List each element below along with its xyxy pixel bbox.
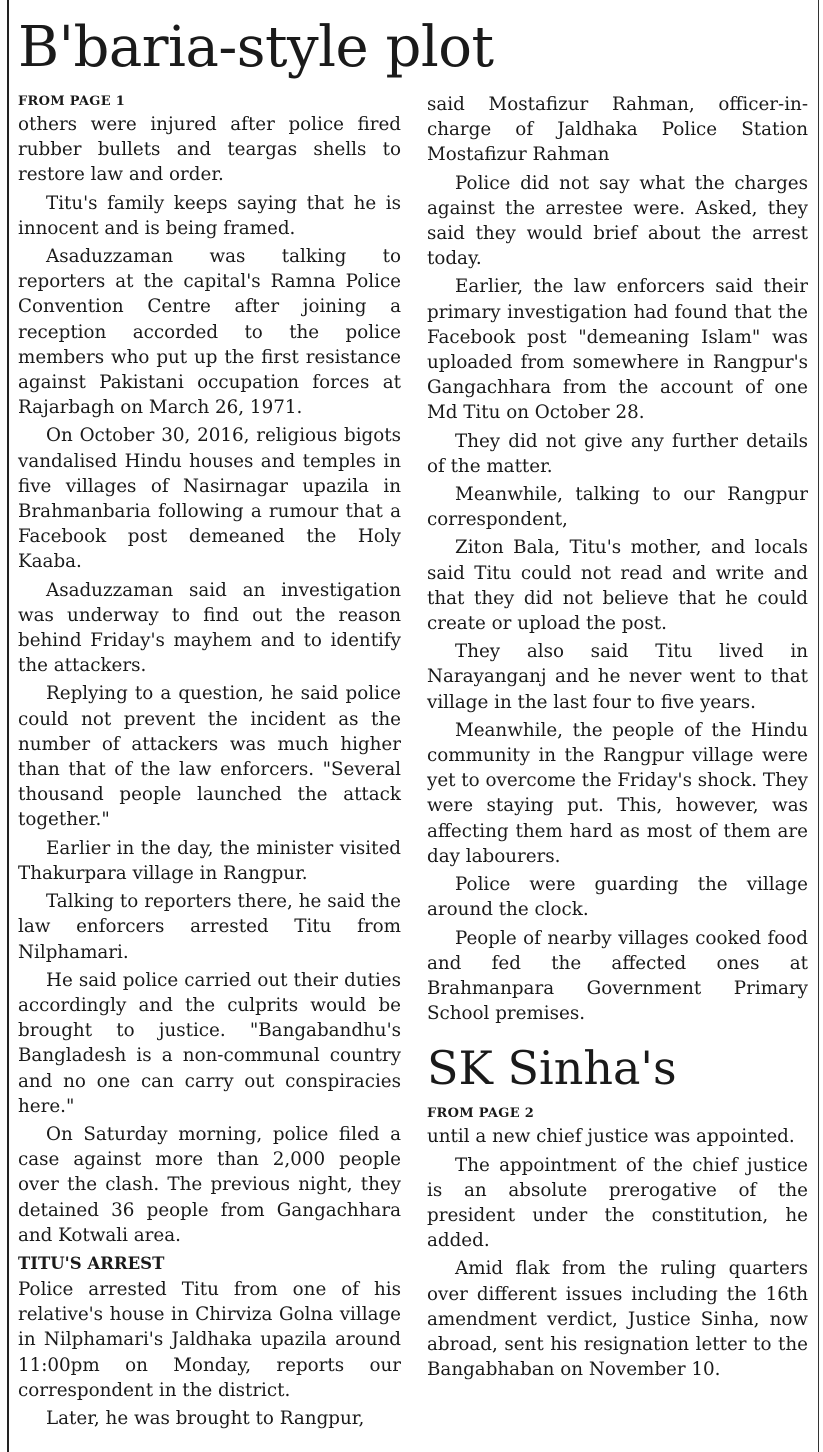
paragraph: Police were guarding the village around the clock. xyxy=(427,874,808,921)
paragraph: Later, he was brought to Rangpur, xyxy=(46,1407,365,1429)
column-rule-right xyxy=(818,0,819,1452)
paragraph: Police arrested Titu from one of his relative's house in Chirviza Golna village in Nilphamari's Jaldhaka upazila around 11:00pm on Monday, reports our correspondent in the district. xyxy=(18,1278,401,1401)
paragraph: Meanwhile, the people of the Hindu community in the Rangpur village were yet to overcome the Friday's shock. They were staying put. This, however, was affecting them hard as most of them are day labourers. xyxy=(427,719,808,867)
paragraph: Earlier in the day, the minister visited Thakurpara village in Rangpur. xyxy=(18,837,401,884)
story1-right-column xyxy=(427,92,808,1385)
paragraph: On October 30, 2016, religious bigots vandalised Hindu houses and temples in five villages of Nasirnagar upazila in Brahmanbaria following a rumour that a Facebook post demeaned the Holy Kaaba. xyxy=(18,425,401,573)
paragraph: He said police carried out their duties accordingly and the culprits would be brought to justice. "Bangabandhu's Bangladesh is a non-communal country and no one can carry out conspiracies here." xyxy=(18,969,401,1117)
paragraph: Earlier, the law enforcers said their primary investigation had found that the Facebook post "demeaning Islam" was uploaded from somewhere in Rangpur's Gangachhara from the account of one Md Titu on October 28. xyxy=(427,276,808,424)
story1-left-column xyxy=(18,92,401,1434)
paragraph: Talking to reporters there, he said the law enforcers arrested Titu from Nilphamari. xyxy=(18,891,401,963)
paragraph: They did not give any further details of the matter. xyxy=(427,430,808,477)
subhead-titus-arrest: TITU'S ARREST xyxy=(18,1253,165,1273)
from-page-2-kicker: FROM PAGE 2 xyxy=(427,1106,535,1122)
paragraph: The appointment of the chief justice is an absolute prerogative of the president under the constitution, he added. xyxy=(427,1154,808,1252)
paragraph: Replying to a question, he said police could not prevent the incident as the number of attackers was much higher than that of the law enforcers. "Several thousand people launched the attack together." xyxy=(18,683,401,831)
paragraph: Amid flak from the ruling quarters over different issues including the 16th amendment verdict, Justice Sinha, now abroad, sent his resignation letter to the Bangabhaban on November 10. xyxy=(427,1258,808,1381)
paragraph: said Mostafizur Rahman, officer-in-charge of Jaldhaka Police Station Mostafizur Rahman xyxy=(427,94,808,166)
paragraph: Asaduzzaman was talking to reporters at the capital's Ramna Police Convention Centre after joining a reception accorded to the police members who put up the first resistance against Pakistani occupation forces at Rajarbagh on March 26, 1971. xyxy=(18,246,401,419)
column-rule-left xyxy=(7,0,9,1452)
paragraph: They also said Titu lived in Narayanganj and he never went to that village in the last four to five years. xyxy=(427,641,808,713)
headline-sk-sinha: SK Sinha's xyxy=(427,1041,677,1096)
paragraph: others were injured after police fired rubber bullets and teargas shells to restore law and order. xyxy=(18,114,401,186)
paragraph: until a new chief justice was appointed. xyxy=(427,1126,795,1148)
from-page-1-kicker: FROM PAGE 1 xyxy=(18,94,126,109)
paragraph: On Saturday morning, police filed a case against more than 2,000 people over the clash. The previous night, they detained 36 people from Gangachhara and Kotwali area. xyxy=(18,1123,401,1246)
paragraph: Ziton Bala, Titu's mother, and locals said Titu could not read and write and that they did not believe that he could create or upload the post. xyxy=(427,537,808,635)
paragraph: People of nearby villages cooked food and fed the affected ones at Brahmanpara Government Primary School premises. xyxy=(427,927,808,1025)
paragraph: Asaduzzaman said an investigation was underway to find out the reason behind Friday's mayhem and to identify the attackers. xyxy=(18,579,401,677)
paragraph: Meanwhile, talking to our Rangpur correspondent, xyxy=(427,484,808,531)
paragraph: Titu's family keeps saying that he is innocent and is being framed. xyxy=(18,192,401,239)
paragraph: Police did not say what the charges against the arrestee were. Asked, they said they would brief about the arrest today. xyxy=(427,172,808,270)
headline-bbaria-plot: B'baria-style plot xyxy=(18,15,494,80)
